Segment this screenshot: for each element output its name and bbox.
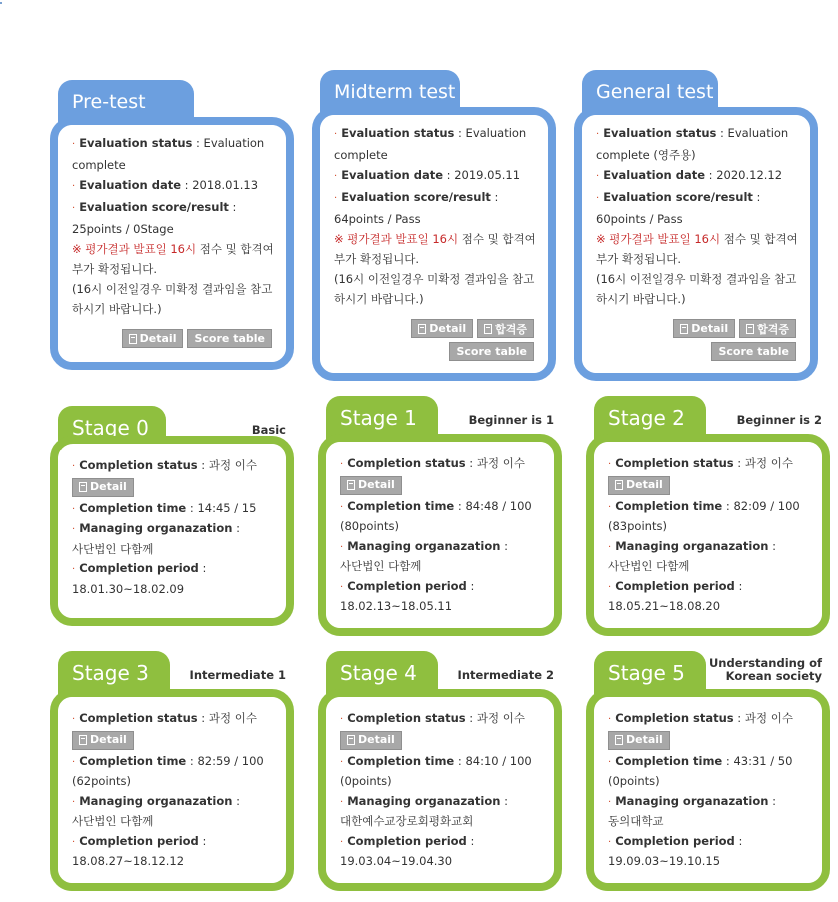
completion-status-value: 과정 이수 <box>208 458 257 472</box>
notice-text: ※ 평가결과 발표일 16시 점수 및 합격여부가 확정됩니다. <box>596 232 798 266</box>
detail-button[interactable]: Detail <box>72 478 134 497</box>
points-value: (0points) <box>340 774 392 788</box>
date-value: 2019.05.11 <box>454 168 521 182</box>
stage-box: · Completion status : 과정 이수 Detail · Completion time : 84:48 / 100 (80points) · Managing organazation : 사단법인 다함께 · Completion period : 18.02.13~18.05.11 <box>318 434 562 636</box>
notice-text: ※ 평가결과 발표일 16시 점수 및 합격여부가 확정됩니다. <box>72 242 274 276</box>
completion-time-value: 84:10 / 100 <box>465 753 532 768</box>
stage-level-label: Intermediate 2 <box>457 668 554 682</box>
stage-box: · Completion status : 과정 이수 Detail · Completion time : 82:09 / 100 (83points) · Managing organazation : 사단법인 다함께 · Completion period : 18.05.21~18.08.20 <box>586 434 830 636</box>
completion-status-value: 과정 이수 <box>208 711 257 725</box>
stage-level-label: Understanding of Korean society <box>708 656 822 683</box>
completion-status-value: 과정 이수 <box>744 456 793 470</box>
date-value: 2020.12.12 <box>716 168 783 182</box>
stage-level-label: Beginner is 1 <box>468 413 554 427</box>
status-label: Evaluation status <box>603 126 717 140</box>
completion-period-value: 18.08.27~18.12.12 <box>72 854 185 868</box>
notice-extra: (16시 이전일경우 미확정 결과임을 참고하시기 바랍니다.) <box>596 272 797 306</box>
corner-dot <box>0 2 2 4</box>
general-test-tab: General test <box>582 70 718 114</box>
document-icon <box>129 334 137 344</box>
completion-period-label: Completion period <box>79 561 199 575</box>
completion-time-label: Completion time <box>347 498 455 513</box>
document-icon <box>79 735 87 745</box>
notice-text: ※ 평가결과 발표일 16시 점수 및 합격여부가 확정됩니다. <box>334 232 536 266</box>
points-value: (0points) <box>608 774 660 788</box>
completion-period-label: Completion period <box>347 833 467 848</box>
completion-time-label: Completion time <box>79 753 187 768</box>
date-label: Evaluation date <box>341 168 444 182</box>
completion-time-label: Completion time <box>615 753 723 768</box>
points-value: (83points) <box>608 519 667 533</box>
stage-card <box>586 396 830 636</box>
completion-period-value: 19.09.03~19.10.15 <box>608 854 721 868</box>
certificate-button[interactable]: 합격증 <box>739 319 796 338</box>
stage-level-label: Intermediate 1 <box>189 668 286 682</box>
detail-button[interactable]: Detail <box>608 731 670 750</box>
managing-org-value: 사단법인 다함께 <box>608 559 690 573</box>
detail-button[interactable]: Detail <box>340 731 402 750</box>
document-icon <box>615 735 623 745</box>
score-value: 60points / Pass <box>596 212 683 226</box>
completion-period-label: Completion period <box>79 833 199 848</box>
stage-box: · Completion status : 과정 이수 Detail · Completion time : 82:59 / 100 (62points) · Managing organazation : 사단법인 다함께 · Completion period : 18.08.27~18.12.12 <box>50 689 294 891</box>
stage-level-label: Beginner is 2 <box>736 413 822 427</box>
completion-time-value: 82:09 / 100 <box>733 498 800 513</box>
managing-org-label: Managing organazation <box>615 538 769 553</box>
managing-org-value: 사단법인 다함께 <box>72 541 154 556</box>
detail-button[interactable]: Detail <box>340 476 402 495</box>
status-label: Evaluation status <box>341 126 455 140</box>
notice-extra: (16시 이전일경우 미확정 결과임을 참고하시기 바랍니다.) <box>72 282 273 316</box>
completion-time-value: 14:45 / 15 <box>197 500 257 515</box>
stage-tab: Stage 0 <box>58 406 166 450</box>
stage-tab: Stage 2 <box>594 396 706 440</box>
certificate-button[interactable]: 합격증 <box>477 319 534 338</box>
completion-time-label: Completion time <box>347 753 455 768</box>
score-label: Evaluation score/result <box>603 190 753 204</box>
status-label: Evaluation status <box>79 136 193 150</box>
completion-time-value: 84:48 / 100 <box>465 498 532 513</box>
stage-card <box>50 651 294 891</box>
detail-button[interactable]: Detail <box>411 319 473 338</box>
pre-test-card <box>50 80 294 370</box>
stage-tab: Stage 4 <box>326 651 438 695</box>
score-label: Evaluation score/result <box>341 190 491 204</box>
pre-test-tab: Pre-test <box>58 80 194 124</box>
score-value: 64points / Pass <box>334 212 421 226</box>
managing-org-value: 사단법인 다함께 <box>340 559 422 573</box>
stage-box: · Completion status : 과정 이수 Detail · Completion time : 43:31 / 50 (0points) · Managing organazation : 동의대학교 · Completion period : 19.09.03~19.10.15 <box>586 689 830 891</box>
completion-time-value: 82:59 / 100 <box>197 753 264 768</box>
stage-level-label: Basic <box>251 423 286 437</box>
stage-tab: Stage 1 <box>326 396 438 440</box>
completion-status-label: Completion status <box>79 711 198 725</box>
date-label: Evaluation date <box>79 178 182 192</box>
general-test-box: · Evaluation status : Evaluation complete (영주용) · Evaluation date : 2020.12.12 · Evaluation score/result : 60points / Pass ※ 평가결과 발표일 16시 점수 및 합격여부가 확정됩니다. (16시 이전일경우 미확정 결과임을 참고하시기 바랍니다.) Detail 합격증 Score table <box>574 107 818 381</box>
document-icon <box>418 324 426 334</box>
managing-org-value: 사단법인 다함께 <box>72 814 154 828</box>
stage-tab: Stage 5 <box>594 651 706 695</box>
stage-box: · Completion status : 과정 이수 Detail · Completion time : 14:45 / 15 · Managing organazation : 사단법인 다함께 · Completion period : 18.01.30~18.02.09 <box>50 436 294 626</box>
midterm-test-box: · Evaluation status : Evaluation complete · Evaluation date : 2019.05.11 · Evaluation score/result : 64points / Pass ※ 평가결과 발표일 16시 점수 및 합격여부가 확정됩니다. (16시 이전일경우 미확정 결과임을 참고하시기 바랍니다.) Detail 합격증 Score table <box>312 107 556 381</box>
status-value: Evaluation complete <box>334 126 527 162</box>
completion-status-value: 과정 이수 <box>476 456 525 470</box>
managing-org-label: Managing organazation <box>347 793 501 808</box>
completion-status-label: Completion status <box>615 456 734 470</box>
stage-card <box>586 651 830 891</box>
completion-status-value: 과정 이수 <box>744 711 793 725</box>
document-icon <box>484 324 492 334</box>
completion-period-value: 18.01.30~18.02.09 <box>72 581 185 596</box>
completion-time-label: Completion time <box>615 498 723 513</box>
score-table-button[interactable]: Score table <box>449 342 534 361</box>
document-icon <box>746 324 754 334</box>
date-value: 2018.01.13 <box>192 178 259 192</box>
midterm-test-card <box>312 70 556 381</box>
document-icon <box>347 735 355 745</box>
stage-box: · Completion status : 과정 이수 Detail · Completion time : 84:10 / 100 (0points) · Managing organazation : 대한예수교장로회평화교회 · Completion period : 19.03.04~19.04.30 <box>318 689 562 891</box>
points-value: (62points) <box>72 774 131 788</box>
managing-org-label: Managing organazation <box>79 521 233 535</box>
completion-period-label: Completion period <box>615 833 735 848</box>
general-test-card <box>574 70 818 381</box>
completion-time-label: Completion time <box>79 500 187 515</box>
stage-card <box>50 406 294 626</box>
document-icon <box>79 482 87 492</box>
score-table-button[interactable]: Score table <box>187 329 272 348</box>
completion-status-label: Completion status <box>347 456 466 470</box>
detail-button[interactable]: Detail <box>72 731 134 750</box>
points-value: (80points) <box>340 519 399 533</box>
completion-period-label: Completion period <box>615 578 735 593</box>
managing-org-label: Managing organazation <box>347 538 501 553</box>
completion-status-value: 과정 이수 <box>476 711 525 725</box>
completion-status-label: Completion status <box>79 458 198 472</box>
managing-org-label: Managing organazation <box>79 793 233 808</box>
completion-period-value: 18.02.13~18.05.11 <box>340 599 453 613</box>
detail-button[interactable]: Detail <box>122 329 184 348</box>
document-icon <box>347 480 355 490</box>
managing-org-value: 대한예수교장로회평화교회 <box>340 814 474 828</box>
detail-button[interactable]: Detail <box>608 476 670 495</box>
completion-time-value: 43:31 / 50 <box>733 753 793 768</box>
managing-org-value: 동의대학교 <box>608 814 664 828</box>
midterm-test-tab: Midterm test <box>320 70 460 114</box>
score-value: 25points / 0Stage <box>72 222 174 236</box>
score-label: Evaluation score/result <box>79 200 229 214</box>
pre-test-box: · Evaluation status : Evaluation complete · Evaluation date : 2018.01.13 · Evaluation score/result : 25points / 0Stage ※ 평가결과 발표일 16시 점수 및 합격여부가 확정됩니다. (16시 이전일경우 미확정 결과임을 참고하시기 바랍니다.) Detail Score table <box>50 117 294 370</box>
status-value: Evaluation complete <box>72 136 265 172</box>
score-table-button[interactable]: Score table <box>711 342 796 361</box>
document-icon <box>680 324 688 334</box>
detail-button[interactable]: Detail <box>673 319 735 338</box>
completion-period-value: 18.05.21~18.08.20 <box>608 599 721 613</box>
completion-status-label: Completion status <box>615 711 734 725</box>
date-label: Evaluation date <box>603 168 706 182</box>
stage-card <box>318 651 562 891</box>
completion-status-label: Completion status <box>347 711 466 725</box>
completion-period-value: 19.03.04~19.04.30 <box>340 854 453 868</box>
stage-card <box>318 396 562 636</box>
notice-extra: (16시 이전일경우 미확정 결과임을 참고하시기 바랍니다.) <box>334 272 535 306</box>
document-icon <box>615 480 623 490</box>
managing-org-label: Managing organazation <box>615 793 769 808</box>
status-value: Evaluation complete (영주용) <box>596 126 789 162</box>
completion-period-label: Completion period <box>347 578 467 593</box>
stage-tab: Stage 3 <box>58 651 170 695</box>
